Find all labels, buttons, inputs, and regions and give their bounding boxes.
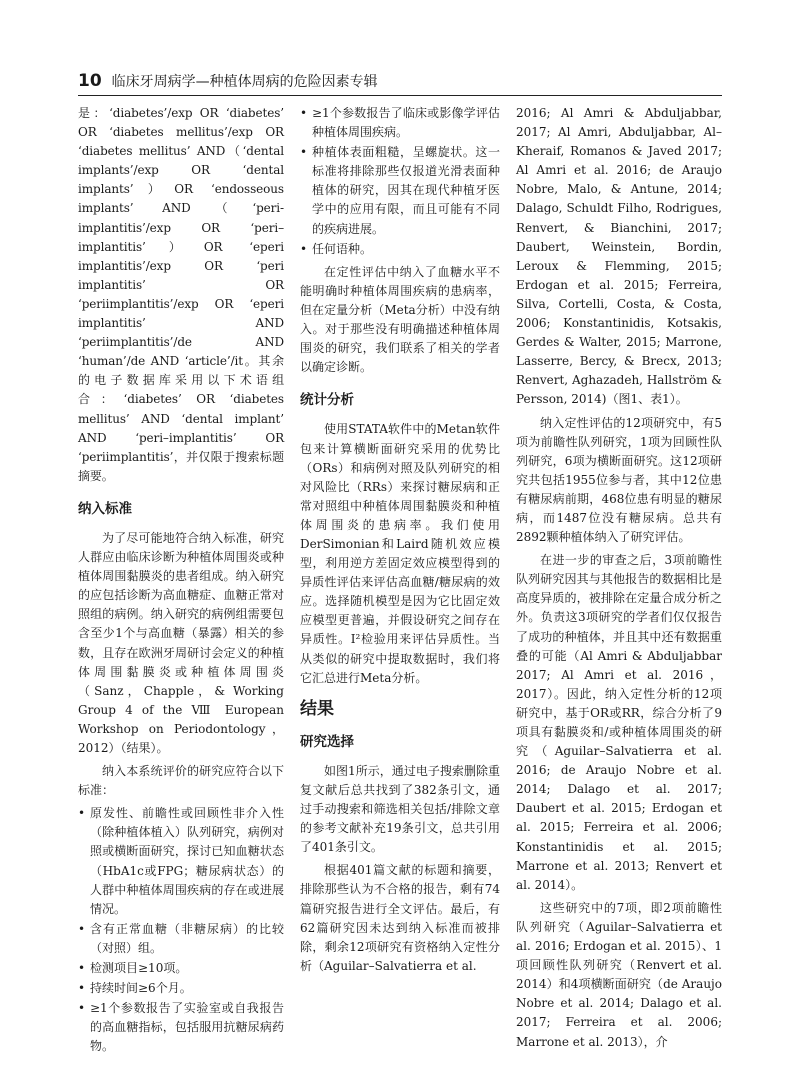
criteria-item: • 原发性、前瞻性或回顾性非介入性（除种植体植入）队列研究，病例对照或横断面研究，探讨已知血糖状态（HbA1c或FPG；糖尿病状态）的人群中种植体周围疾病的存在或进展情况。 [78,804,284,919]
criteria-item: • ≥1个参数报告了实验室或自我报告的高血糖指标，包括服用抗糖尿病药物。 [78,999,284,1056]
further-review-paragraph: 在进一步的审查之后，3项前瞻性队列研究因其与其他报告的数据相比是高度异质的，被排除在定量合成分析之外。负责这3项研究的学者们仅仅报告了成功的种植体，并且其中还有数据重叠的可能（Al Amri & Abduljabbar 2017; Al Amri et al. 2016，2017）。因此，纳入定性分析的12项研究中，基于OR或RR，综合分析了9项具有黏膜炎和/或种植体周围炎的研究（Aguilar–Salvatierra et al. 2016; de Araujo Nobre et al. 2014; Dalago et al. 2017; Daubert et al. 2015; Erdogan et al. 2015; Ferreira et al. 2006; Konstantinidis et al. 2015; Marrone et al. 2013; Renvert et al. 2014）。 [516,553,722,892]
heading-results: 结果 [300,698,334,719]
selection-paragraph-2: 根据401篇文献的标题和摘要，排除那些认为不合格的报告，剩有74篇研究报告进行全文评估。最后，有62篇研究因未达到纳入标准而被排除，剩余12项研究有资格纳入定性分析（Aguilar–Salvatierra et al. [300,863,500,973]
heading-statistical-analysis: 统计分析 [300,392,354,409]
criteria-item: • ≥1个参数报告了临床或影像学评估种植体周围疾病。 [300,104,500,142]
heading-inclusion-criteria: 纳入标准 [78,500,132,517]
criteria-item: • 持续时间≥6个月。 [78,979,284,998]
criteria-list [78,804,284,1056]
inclusion-paragraph: 为了尽可能地符合纳入标准，研究人群应由临床诊断为种植体周围炎或种植体周围黏膜炎的患者组成。纳入研究的应包括诊断为高血糖症、血糖正常对照组的病例。纳入研究的病例组需要包含至少1个与高血糖（暴露）相关的参数，且存在欧洲牙周研讨会定义的种植体周围黏膜炎或种植体周围炎（Sanz，Chapple，& Working Group 4 of the Ⅷ European Workshop on Periodontology，2012）（结果）。 [78,530,284,755]
criteria-item: • 种植体表面粗糙，呈螺旋状。这一标准将排除那些仅报道光滑表面种植体的研究，因其在现代种植牙医学中的应用有限，而且可能有不同的疾病进展。 [300,143,500,238]
criteria-item: • 任何语种。 [300,240,500,259]
stats-paragraph: 使用STATA软件中的Metan软件包来计算横断面研究采用的优势比（ORs）和病例对照及队列研究的相对风险比（RRs）来探讨糖尿病和正常对照组中种植体周围黏膜炎和种植体周围炎的患病率。我们使用DerSimonian和Laird随机效应模型，利用逆方差固定效应模型得到的异质性评估来评估高血糖/糖尿病的效应。选择随机模型是因为它比固定效应模型更普遍，并假设研究之间存在异质性。I²检验用来评估异质性。当从类似的研究中提取数据时，我们将它汇总进行Meta分析。 [300,422,500,685]
page-number: 10 [78,71,102,91]
column-left [78,104,284,1061]
seven-studies-paragraph: 这些研究中的7项，即2项前瞻性队列研究（Aguilar–Salvatierra et al. 2016; Erdogan et al. 2015）、1项回顾性队列研究（Renvert et al. 2014）和4项横断面研究（de Araujo Nobre et al. 2014; Dalago et al. 2017; Ferreira et al. 2006; Marrone et al. 2013），介 [516,900,722,1049]
references-continued: 2016; Al Amri & Abduljabbar, 2017; Al Amri, Abduljabbar, Al–Kheraif, Romanos & Javed 2017; Al Amri et al. 2016; de Araujo Nobre, Malo, & Antune, 2014; Dalago, Schuldt Filho, Rodrigues, Renvert, & Bianchini, 2017; Daubert, Weinstein, Bordin, Leroux & Flemming, 2015; Erdogan et al. 2015; Ferreira, Silva, Cortelli, Costa, & Costa, 2006; Konstantinidis, Kotsakis, Gerdes & Walter, 2015; Marrone, Lasserre, Bercy, & Brecx, 2013; Renvert, Aghazadeh, Hallström & Persson, 2014)（图1、表1）。 [516,106,722,407]
column-middle [300,104,500,980]
qualitative-paragraph: 在定性评估中纳入了血糖水平不能明确时种植体周围疾病的患病率，但在定量分析（Meta分析）中没有纳入。对于那些没有明确描述种植体周围炎的研究，我们联系了相关的学者以确定诊断。 [300,264,500,375]
criteria-item: • 检测项目≥10项。 [78,959,284,978]
page-header [78,66,722,96]
selection-paragraph-1: 如图1所示，通过电子搜索删除重复文献后总共找到了382条引文，通过手动搜索和筛选相关包括/排除文章的参考文献补充19条引文，总共引用了401条引文。 [300,763,500,855]
running-title: 临床牙周病学—种植体周病的危险因素专辑 [111,74,378,90]
search-terms-paragraph: 是：‘diabetes’/exp OR ‘diabetes’ OR ‘diabetes mellitus’/exp OR ‘diabetes mellitus’ AND（‘dental implants’/exp OR ‘dental implants’）OR ‘endosseous implants’ AND（‘peri-implantitis’/exp OR ‘peri–implantitis’）OR ‘eperi implantitis’/exp OR ‘peri implantitis’ OR ‘periimplantitis’/exp OR ‘eperi implantitis’ AND ‘periimplantitis’/de AND ‘human’/de AND ‘article’/it。其余的电子数据库采用以下术语组合：‘diabetes’ OR ‘diabetes mellitus’ AND ‘dental implant’ AND ‘peri–implantitis’ OR ‘periimplantitis’，并仅限于搜索标题摘要。 [78,106,284,483]
criteria-list-continued [300,104,500,259]
criteria-intro: 纳入本系统评价的研究应符合以下标准： [78,764,284,798]
column-right [516,104,722,1056]
criteria-item: • 含有正常血糖（非糖尿病）的比较（对照）组。 [78,920,284,958]
twelve-studies-paragraph: 纳入定性评估的12项研究中，有5项为前瞻性队列研究，1项为回顾性队列研究，6项为横断面研究。这12项研究共包括1955位参与者，其中12位患有糖尿病前期，468位患有明显的糖尿病，而1487位没有糖尿病。总共有2892颗种植体纳入了研究评估。 [516,415,722,545]
heading-study-selection: 研究选择 [300,733,354,750]
